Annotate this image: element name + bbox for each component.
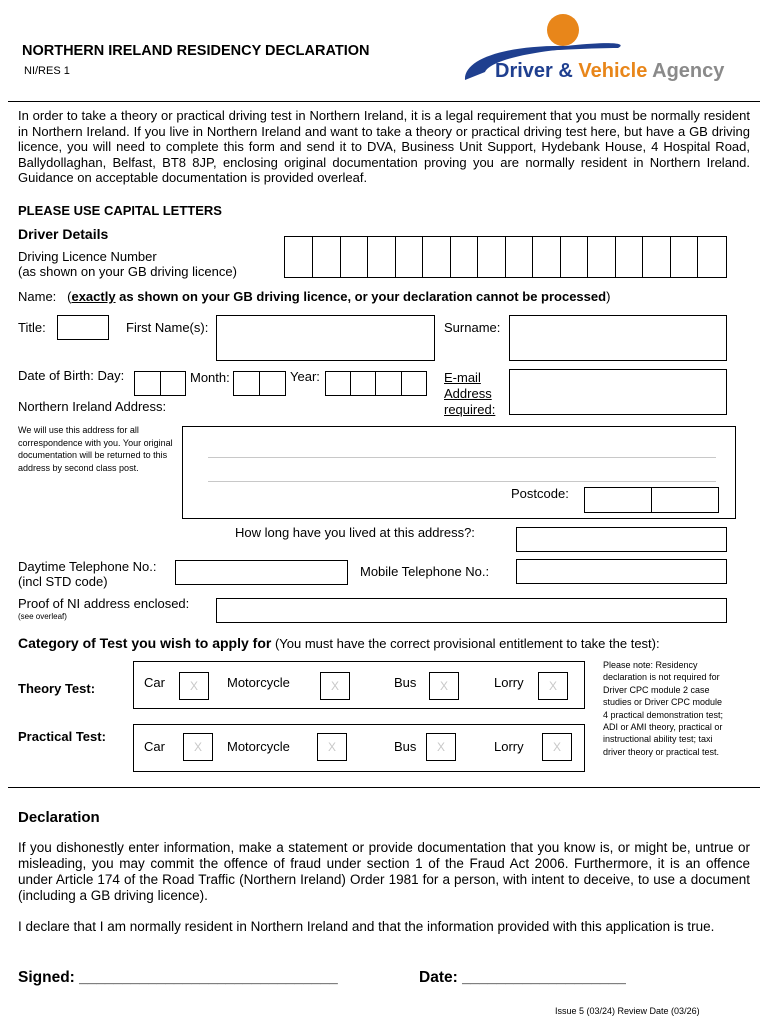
declaration-paragraph-2: I declare that I am normally resident in Northern Ireland and that the information provided with this application is true. — [18, 919, 715, 934]
name-label: Name: — [18, 289, 57, 304]
theory-bus-mark: X — [439, 679, 448, 693]
practical-motorcycle-mark: X — [327, 740, 336, 754]
category-heading — [18, 635, 660, 651]
driver-details-heading: Driver Details — [18, 226, 109, 242]
practical-car-label: Car — [144, 739, 165, 754]
capitals-note: PLEASE USE CAPITAL LETTERS — [18, 203, 222, 218]
proof-note: (see overleaf) — [18, 612, 67, 621]
practical-test-label: Practical Test: — [18, 729, 106, 744]
form-code: NI/RES 1 — [24, 65, 70, 77]
category-subtitle: (You must have the correct provisional entitlement to take the test): — [271, 636, 660, 651]
logo-text-agency: Agency — [652, 60, 725, 82]
surname-label: Surname: — [444, 320, 501, 335]
how-long-field[interactable] — [516, 527, 727, 552]
dob-day-field[interactable] — [134, 371, 186, 396]
practical-test-group — [133, 724, 585, 772]
issue-footer: Issue 5 (03/24) Review Date (03/26) — [555, 1006, 700, 1016]
year-label: Year: — [290, 369, 320, 384]
logo-text-vehicle: Vehicle — [578, 60, 648, 82]
email-label-line-2: Address — [444, 386, 492, 401]
practical-lorry-checkbox[interactable] — [542, 733, 572, 761]
theory-car-mark: X — [189, 679, 198, 693]
postcode-label: Postcode: — [511, 486, 569, 501]
theory-lorry-label: Lorry — [494, 675, 524, 690]
title-label: Title: — [18, 320, 46, 335]
name-instruction: Name: (exactly as shown on your GB driving licence, or your declaration cannot be processed) — [18, 289, 611, 304]
daytime-phone-field[interactable] — [175, 560, 348, 585]
theory-car-label: Car — [144, 675, 165, 690]
address-label: Northern Ireland Address: — [18, 399, 167, 414]
declaration-paragraph-1: If you dishonestly enter information, make a statement or provide documentation that you know is, or might be, untrue or misleading, you may commit the offence of fraud under section 1 of the Fraud Act 2006. Furthermore, it is an offence under Article 174 of the Road Traffic (Northern Ireland) Order 1981 for a person, with intent to deceive, to use a document (including a GB driving licence). — [18, 840, 750, 903]
theory-bus-checkbox[interactable] — [429, 672, 459, 700]
theory-motorcycle-label: Motorcycle — [227, 675, 290, 690]
licence-sublabel: (as shown on your GB driving licence) — [18, 264, 237, 279]
proof-field[interactable] — [216, 598, 727, 623]
category-title: Category of Test you wish to apply for — [18, 635, 272, 651]
dob-month-field[interactable] — [233, 371, 286, 396]
intro-paragraph: In order to take a theory or practical driving test in Northern Ireland, it is a legal requirement that you must be normally resident in Northern Ireland. If you live in Northern Ireland and want to take a theory or practical driving test here, but have a GB driving licence, you will need to complete this form and send it to DVA, Business Unit Support, Hydebank House, 4 Hospital Road, Ballydollaghan, Belfast, BT8 8JP, enclosing original documentation proving you are normally resident in Northern Ireland. Guidance on acceptable documentation is provided overleaf. — [18, 108, 750, 185]
date-line[interactable]: Date: ___________________ — [419, 969, 626, 986]
postcode-field[interactable] — [584, 487, 719, 513]
theory-motorcycle-mark: X — [330, 679, 339, 693]
theory-motorcycle-checkbox[interactable] — [320, 672, 350, 700]
practical-motorcycle-checkbox[interactable] — [317, 733, 347, 761]
header-divider — [8, 101, 760, 102]
month-label: Month: — [190, 370, 230, 385]
how-long-label: How long have you lived at this address?: — [235, 525, 475, 540]
practical-bus-label: Bus — [394, 739, 417, 754]
first-name-field[interactable] — [216, 315, 435, 361]
dob-year-field[interactable] — [325, 371, 427, 396]
daytime-phone-label-line-2: (incl STD code) — [18, 574, 108, 589]
title-field[interactable] — [57, 315, 109, 340]
dob-label: Date of Birth: Day: — [18, 368, 125, 383]
exactly-emphasis: exactly — [71, 289, 116, 304]
practical-car-mark: X — [193, 740, 202, 754]
email-field[interactable] — [509, 369, 727, 415]
surname-field[interactable] — [509, 315, 727, 361]
page-title: NORTHERN IRELAND RESIDENCY DECLARATION — [22, 43, 370, 59]
email-label-line-1: E-mail — [444, 370, 481, 385]
name-note: as shown on your GB driving licence, or your declaration cannot be processed — [115, 289, 607, 304]
theory-car-checkbox[interactable] — [179, 672, 209, 700]
daytime-phone-label — [18, 559, 157, 589]
proof-label: Proof of NI address enclosed: — [18, 596, 190, 611]
daytime-phone-label-line-1: Daytime Telephone No.: — [18, 559, 157, 574]
email-label-line-3: required: — [444, 402, 496, 417]
mobile-phone-field[interactable] — [516, 559, 727, 584]
practical-bus-checkbox[interactable] — [426, 733, 456, 761]
practical-lorry-mark: X — [552, 740, 561, 754]
theory-lorry-mark: X — [548, 679, 557, 693]
email-label — [444, 370, 495, 418]
practical-bus-mark: X — [436, 740, 445, 754]
declaration-heading: Declaration — [18, 809, 100, 826]
theory-bus-label: Bus — [394, 675, 417, 690]
theory-lorry-checkbox[interactable] — [538, 672, 568, 700]
dva-logo — [463, 10, 748, 92]
practical-lorry-label: Lorry — [494, 739, 524, 754]
mobile-phone-label: Mobile Telephone No.: — [360, 564, 490, 579]
theory-test-label: Theory Test: — [18, 681, 96, 696]
licence-number-field[interactable] — [284, 236, 727, 278]
address-note: We will use this address for all correspondence with you. Your original documentation will be returned to this address by second class post. — [18, 425, 173, 473]
practical-car-checkbox[interactable] — [183, 733, 213, 761]
licence-label: Driving Licence Number — [18, 249, 157, 264]
logo-text-driver: Driver & — [495, 60, 573, 82]
first-name-label: First Name(s): — [126, 320, 209, 335]
residency-exemption-note: Please note: Residency declaration is not required for Driver CPC module 2 case studies or Driver CPC module 4 practical demonstration test; ADI or AMI theory, practical or instructional ability test; taxi driver theory or practical test. — [603, 660, 724, 757]
theory-test-group — [133, 661, 585, 709]
practical-motorcycle-label: Motorcycle — [227, 739, 290, 754]
signature-line[interactable]: Signed: ______________________________ — [18, 969, 338, 986]
declaration-divider — [8, 787, 760, 788]
